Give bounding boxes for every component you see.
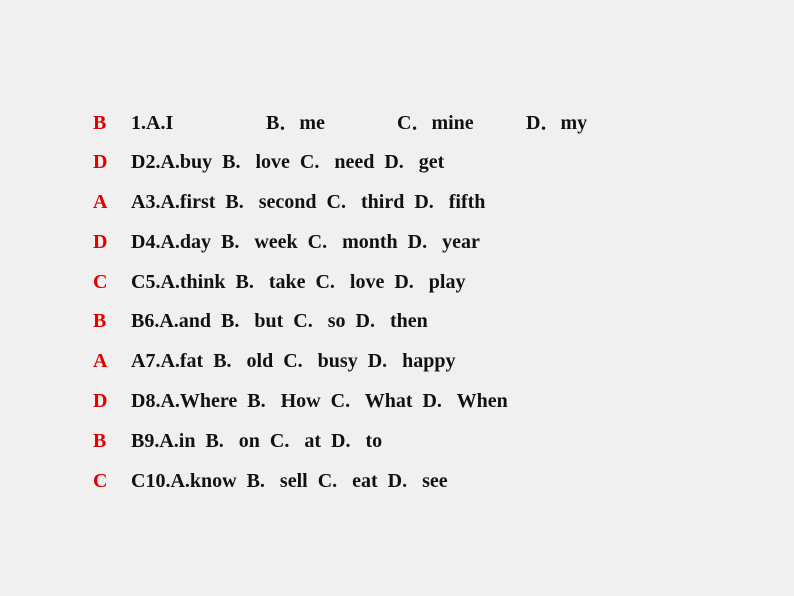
question-text: C5.A.think B. take C. love D. play	[131, 271, 466, 293]
question-text: C10.A.know B. sell C. eat D. see	[131, 470, 448, 492]
question-row-10	[0, 466, 794, 496]
answer-key: A	[93, 350, 108, 372]
question-row-4	[0, 227, 794, 257]
question-number: 1.A.I	[131, 112, 174, 134]
answer-key: A	[93, 191, 108, 213]
question-row-2	[0, 147, 794, 177]
question-row-5	[0, 267, 794, 297]
question-text: D4.A.day B. week C. month D. year	[131, 231, 480, 253]
question-row-7	[0, 346, 794, 376]
option-b: B．me	[266, 112, 325, 134]
option-d: D．my	[526, 112, 588, 134]
answer-key: B	[93, 310, 107, 332]
answer-key: D	[93, 390, 108, 412]
answer-key: C	[93, 271, 108, 293]
answer-key: C	[93, 470, 108, 492]
answer-key: D	[93, 151, 108, 173]
option-c: C．mine	[397, 112, 474, 134]
question-row-3	[0, 187, 794, 217]
question-row-6	[0, 306, 794, 336]
answer-key: B	[93, 112, 107, 134]
question-row-9	[0, 426, 794, 456]
question-text: A7.A.fat B. old C. busy D. happy	[131, 350, 456, 372]
question-text: B9.A.in B. on C. at D. to	[131, 430, 383, 452]
answer-key: B	[93, 430, 107, 452]
question-text: D8.A.Where B. How C. What D. When	[131, 390, 508, 412]
question-row-8	[0, 386, 794, 416]
question-row-1	[0, 108, 794, 138]
question-text: D2.A.buy B. love C. need D. get	[131, 151, 445, 173]
answer-key: D	[93, 231, 108, 253]
question-text: A3.A.first B. second C. third D. fifth	[131, 191, 486, 213]
question-text: B6.A.and B. but C. so D. then	[131, 310, 428, 332]
